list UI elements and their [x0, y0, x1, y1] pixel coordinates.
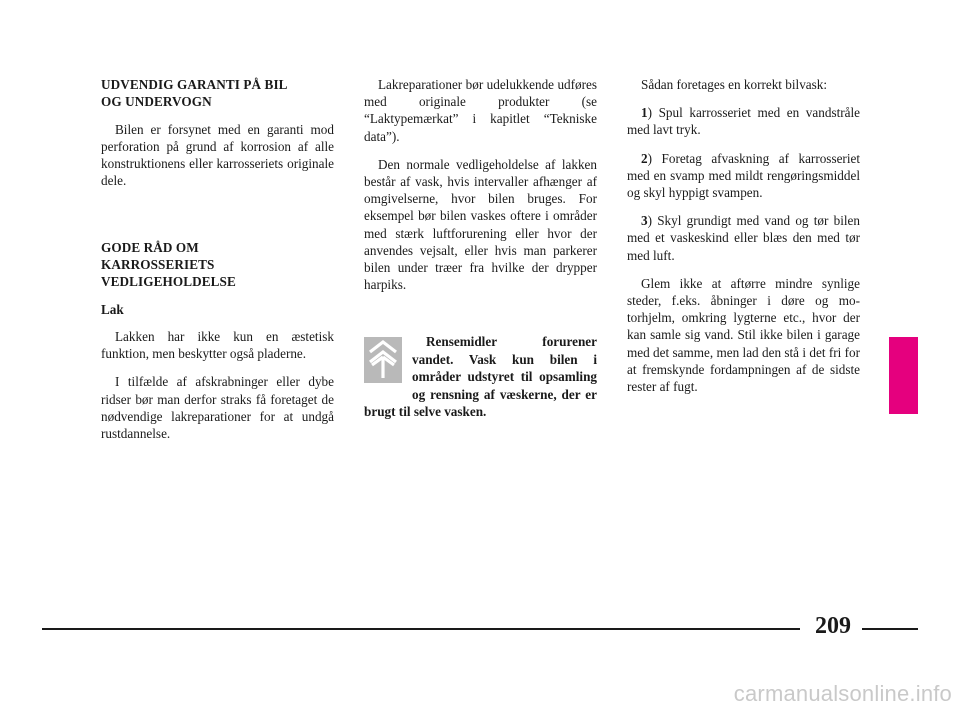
step-text: ) Skyl grundigt med vand og tør bilen med et vaskeskind eller blæs den med tør med luft.	[627, 213, 860, 263]
footer-rule-right	[862, 628, 918, 630]
heading-line: UDVENDIG GARANTI PÅ BIL	[101, 77, 288, 92]
heading-body-maintenance	[101, 239, 334, 291]
wash-step-3	[627, 212, 860, 264]
step-text: ) Foretag afvaskning af karrosseriet med en svamp med mildt rengøringsmiddel og skyl hyppigt svampen.	[627, 150, 860, 201]
column-middle	[364, 76, 597, 420]
heading-exterior-warranty	[101, 76, 334, 111]
section-tab-marker	[889, 337, 918, 414]
step-text: ) Spul karrosseriet med en vandstråle med lavt tryk.	[627, 105, 860, 138]
heading-line: KARROSSERIETS	[101, 257, 215, 273]
step-number: 1	[641, 105, 648, 121]
column-left	[101, 76, 334, 453]
paragraph-paint-function: Lakken har ikke kun en æstetisk funktion, men beskytter også pladerne.	[101, 329, 334, 362]
warning-text: Rensemidler forurener vandet. Vask kun bilen i områder udstyret til opsamling og rensning af væskerne, der er brugt til selve vasken.	[364, 334, 597, 420]
wash-step-2	[627, 150, 860, 202]
paragraph-warranty: Bilen er forsynet med en garanti mod perforation på grund af korrosion af alle konstruktionens eller karrosseriets originale dele.	[101, 121, 334, 189]
paragraph-paint-repair: I tilfælde af afskrabninger eller dybe ridser bør man derfor straks få foretaget de nødvendige lakreparationer for at undgå rustdannelse.	[101, 374, 334, 442]
heading-line: GODE RÅD OM	[101, 239, 199, 255]
spacer	[101, 201, 334, 239]
page-number: 209	[815, 613, 851, 639]
step-number: 2	[641, 150, 648, 166]
subheading-paint: Lak	[101, 301, 124, 317]
wash-step-1	[627, 104, 860, 138]
heading-line: VEDLIGEHOLDELSE	[101, 274, 236, 290]
chevron-up-warning-icon	[364, 337, 402, 383]
column-right	[627, 76, 860, 406]
step-number: 3	[641, 213, 648, 229]
footer-rule-left	[42, 628, 800, 630]
environment-warning	[364, 333, 597, 420]
watermark: carmanualsonline.info	[733, 681, 952, 706]
chevron-up-warning-icon	[364, 337, 402, 383]
paragraph-washing-intervals: Den normale vedligeholdelse af lakken består af vask, hvis intervaller afhænger af omgivelserne, hvor bilen bruges. For eksempel bør bilen vaskes oftere i områder med stærk luftforurening eller hvor der anvendes vejsalt, eller hvis man parkerer bilen under træer fra hvilke der drypper harpiks.	[364, 156, 597, 293]
heading-line: OG UNDERVOGN	[101, 94, 212, 110]
paragraph-original-products: Lakreparationer bør udelukkende udføres med originale produkter (se “Laktypemærkat” i kapitlet “Tekniske data”).	[364, 77, 597, 144]
paragraph-dry-hidden-spots: Glem ikke at aftørre mindre synlige steder, f.eks. åbninger i døre og motorhjelm, omkring lygterne etc., hvor der kan samle sig vand. Stil ikke bilen i garage med det samme, men lad den stå i det fri for at fremskynde fordampningen af de sidste rester af fugt.	[627, 275, 860, 395]
paragraph-wash-intro: Sådan foretages en korrekt bilvask:	[641, 77, 828, 92]
